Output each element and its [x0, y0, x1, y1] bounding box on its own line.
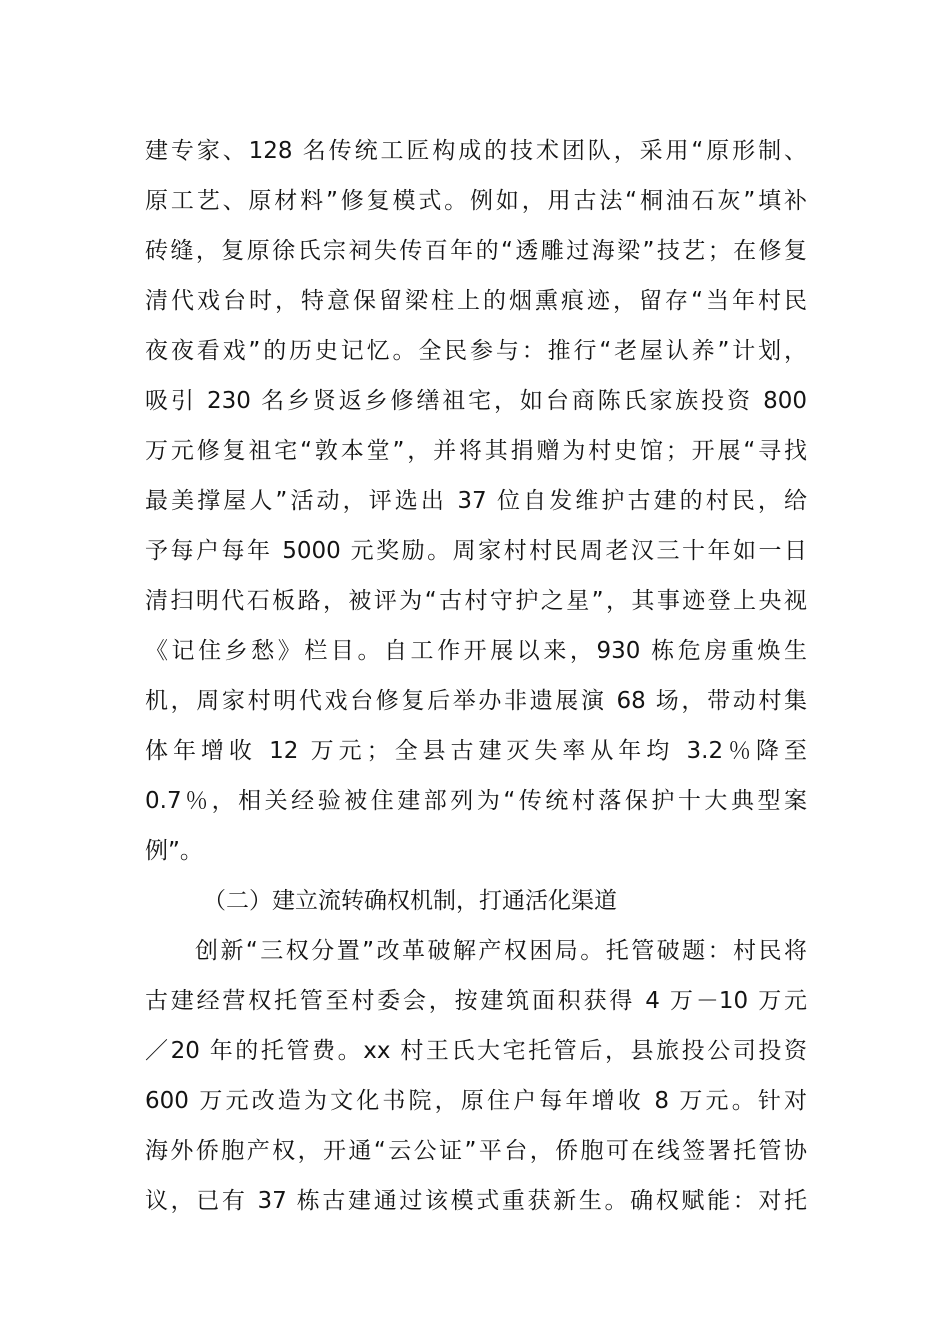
text-line: 最美撑屋人”活动，评选出 37 位自发维护古建的村民，给 — [145, 488, 807, 514]
text-line: 例”。 — [145, 838, 203, 864]
text-line: 议，已有 37 栋古建通过该模式重获新生。确权赋能：对托 — [145, 1188, 807, 1214]
text-line: 创新“三权分置”改革破解产权困局。托管破题：村民将 — [195, 938, 807, 964]
section-heading — [145, 876, 807, 926]
section-heading-text: （二）建立流转确权机制，打通活化渠道 — [203, 888, 617, 914]
text-line: 600 万元改造为文化书院，原住户每年增收 8 万元。针对 — [145, 1088, 807, 1114]
text-line: 夜夜看戏”的历史记忆。全民参与：推行“老屋认养”计划， — [145, 338, 807, 364]
text-line: 古建经营权托管至村委会，按建筑面积获得 4 万－10 万元 — [145, 988, 807, 1014]
text-line: 清扫明代石板路，被评为“古村守护之星”，其事迹登上央视 — [145, 588, 807, 614]
text-line: 海外侨胞产权，开通“云公证”平台，侨胞可在线签署托管协 — [145, 1138, 807, 1164]
text-line: 予每户每年 5000 元奖励。周家村村民周老汉三十年如一日 — [145, 538, 807, 564]
text-line: 吸引 230 名乡贤返乡修缮祖宅，如台商陈氏家族投资 800 — [145, 388, 807, 414]
text-line: 清代戏台时，特意保留梁柱上的烟熏痕迹，留存“当年村民 — [145, 288, 807, 314]
paragraph-property-rights — [145, 926, 807, 1226]
text-line: 万元修复祖宅“敦本堂”，并将其捐赠为村史馆；开展“寻找 — [145, 438, 807, 464]
text-line: ／20 年的托管费。xx 村王氏大宅托管后，县旅投公司投资 — [145, 1038, 807, 1064]
text-line: 砖缝，复原徐氏宗祠失传百年的“透雕过海梁”技艺；在修复 — [145, 238, 807, 264]
text-line: 建专家、128 名传统工匠构成的技术团队，采用“原形制、 — [145, 138, 807, 164]
text-line: 《记住乡愁》栏目。自工作开展以来，930 栋危房重焕生 — [145, 638, 807, 664]
text-line: 0.7％，相关经验被住建部列为“传统村落保护十大典型案 — [145, 788, 807, 814]
text-line: 体年增收 12 万元；全县古建灭失率从年均 3.2％降至 — [145, 738, 807, 764]
paragraph-restoration-results — [145, 126, 807, 876]
document-body — [145, 126, 807, 1226]
text-line: 机，周家村明代戏台修复后举办非遗展演 68 场，带动村集 — [145, 688, 807, 714]
text-line: 原工艺、原材料”修复模式。例如，用古法“桐油石灰”填补 — [145, 188, 807, 214]
